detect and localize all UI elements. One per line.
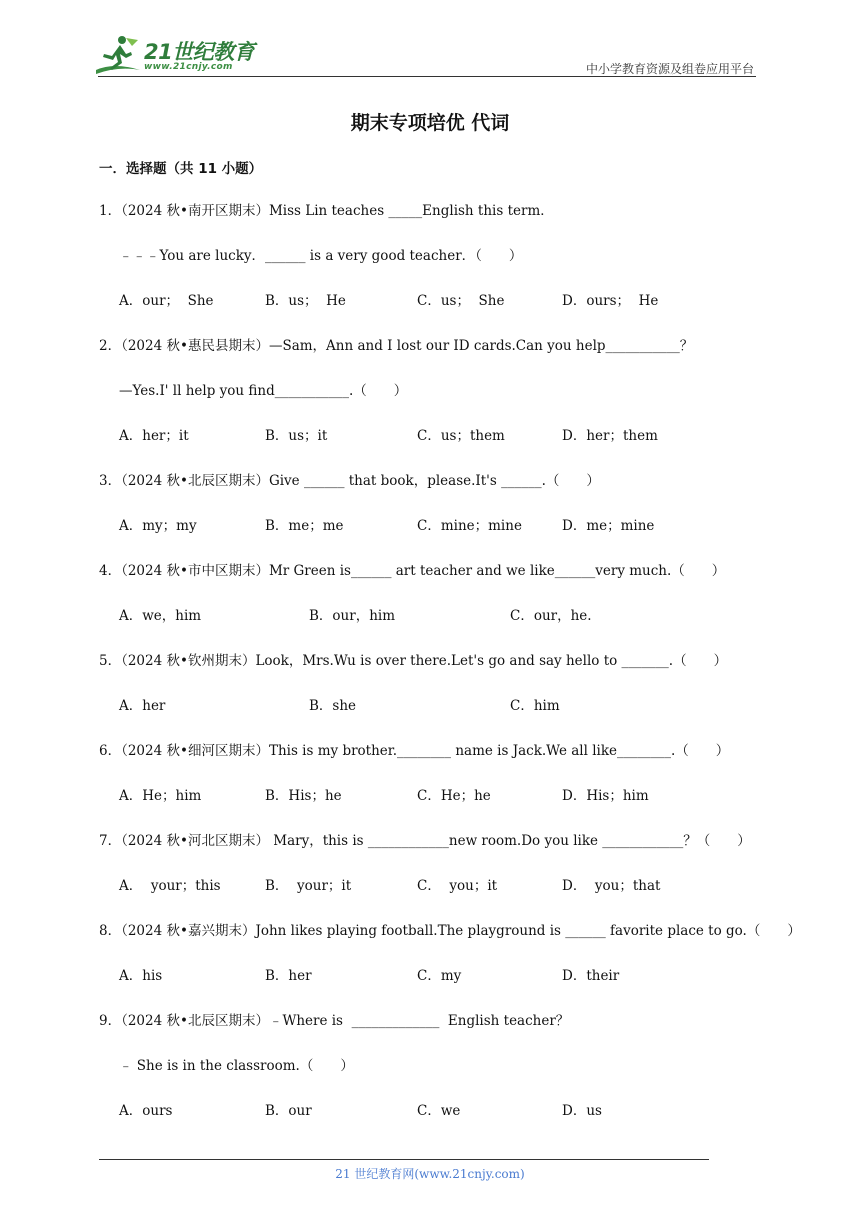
question-7-option-b[interactable]: B． your；it [265,878,352,894]
question-9-option-a[interactable]: A．ours [119,1103,173,1119]
question-5-option-c[interactable]: C．him [510,698,560,714]
question-4-option-b[interactable]: B．our，him [309,608,396,624]
question-2-option-c[interactable]: C．us；them [417,428,505,444]
question-5-option-b[interactable]: B．she [309,698,357,714]
logo-url: www.21cnjy.com [144,62,233,72]
question-4-stem: 4．（2024 秋•市中区期末）Mr Green is______ art teacher and we like______very much.（ ） [99,563,726,579]
question-2-option-a[interactable]: A．her；it [119,428,189,444]
question-1-stem: 1．（2024 秋•南开区期末）Miss Lin teaches _____English this term． [99,203,554,219]
question-8-option-d[interactable]: D．their [562,968,620,984]
question-8-stem: 8．（2024 秋•嘉兴期末）John likes playing football.The playground is ______ favorite place to go.（ ） [99,923,801,939]
question-9-stem: 9．（2024 秋•北辰区期末）﹣Where is _____________ English teacher？ [99,1013,570,1029]
question-6-option-c[interactable]: C．He；he [417,788,491,804]
question-3-option-d[interactable]: D．me；mine [562,518,655,534]
question-3-option-a[interactable]: A．my；my [119,518,197,534]
question-3-option-b[interactable]: B．me；me [265,518,344,534]
footer-divider [99,1159,709,1160]
question-9-option-c[interactable]: C．we [417,1103,461,1119]
question-5-stem: 5．（2024 秋•钦州期末）Look，Mrs.Wu is over there.Let's go and say hello to _______.（ ） [99,653,728,669]
question-9-option-b[interactable]: B．our [265,1103,312,1119]
page-header [0,0,860,80]
question-7-stem: 7．（2024 秋•河北区期末） Mary，this is ____________new room.Do you like ____________？（ ） [99,833,751,849]
question-1-option-c[interactable]: C．us； She [417,293,505,309]
question-6-option-a[interactable]: A．He；him [119,788,202,804]
question-3-option-c[interactable]: C．mine；mine [417,518,522,534]
question-1-dialogue: ﹣﹣﹣You are lucky．______ is a very good teacher．（ ） [119,248,523,264]
question-1-option-d[interactable]: D．ours； He [562,293,659,309]
question-1-option-a[interactable]: A．our； She [119,293,214,309]
runner-logo-icon [92,34,144,78]
platform-name: 中小学教育资源及组卷应用平台 [585,62,754,76]
section-heading: 一．选择题（共 11 小题） [99,161,263,177]
logo-text: 21世纪教育 [144,40,255,64]
header-divider [98,76,756,77]
question-8-option-a[interactable]: A．his [119,968,163,984]
question-2-option-d[interactable]: D．her；them [562,428,658,444]
question-4-option-a[interactable]: A．we，him [119,608,202,624]
question-7-option-c[interactable]: C． you；it [417,878,498,894]
question-2-stem: 2．（2024 秋•惠民县期末）—Sam，Ann and I lost our ID cards.Can you help___________？ [99,338,694,354]
question-4-option-c[interactable]: C．our，he. [510,608,592,624]
question-2-dialogue: —Yes.I' ll help you find___________.（ ） [119,383,408,399]
question-7-option-a[interactable]: A． your；this [119,878,221,894]
question-3-stem: 3．（2024 秋•北辰区期末）Give ______ that book，please.It's ______.（ ） [99,473,600,489]
question-1-option-b[interactable]: B．us； He [265,293,346,309]
footer-link[interactable]: 21 世纪教育网(www.21cnjy.com) [335,1167,525,1181]
question-6-option-b[interactable]: B．His；he [265,788,342,804]
question-6-stem: 6．（2024 秋•细河区期末）This is my brother.________ name is Jack.We all like________.（ ） [99,743,730,759]
question-7-option-d[interactable]: D． you；that [562,878,661,894]
question-2-option-b[interactable]: B．us；it [265,428,328,444]
question-9-dialogue: ﹣ She is in the classroom.（ ） [119,1058,354,1074]
question-5-option-a[interactable]: A．her [119,698,166,714]
logo [92,34,262,78]
question-9-option-d[interactable]: D．us [562,1103,602,1119]
question-8-option-b[interactable]: B．her [265,968,312,984]
question-6-option-d[interactable]: D．His；him [562,788,649,804]
page-title: 期末专项培优 代词 [350,112,510,134]
question-8-option-c[interactable]: C．my [417,968,462,984]
